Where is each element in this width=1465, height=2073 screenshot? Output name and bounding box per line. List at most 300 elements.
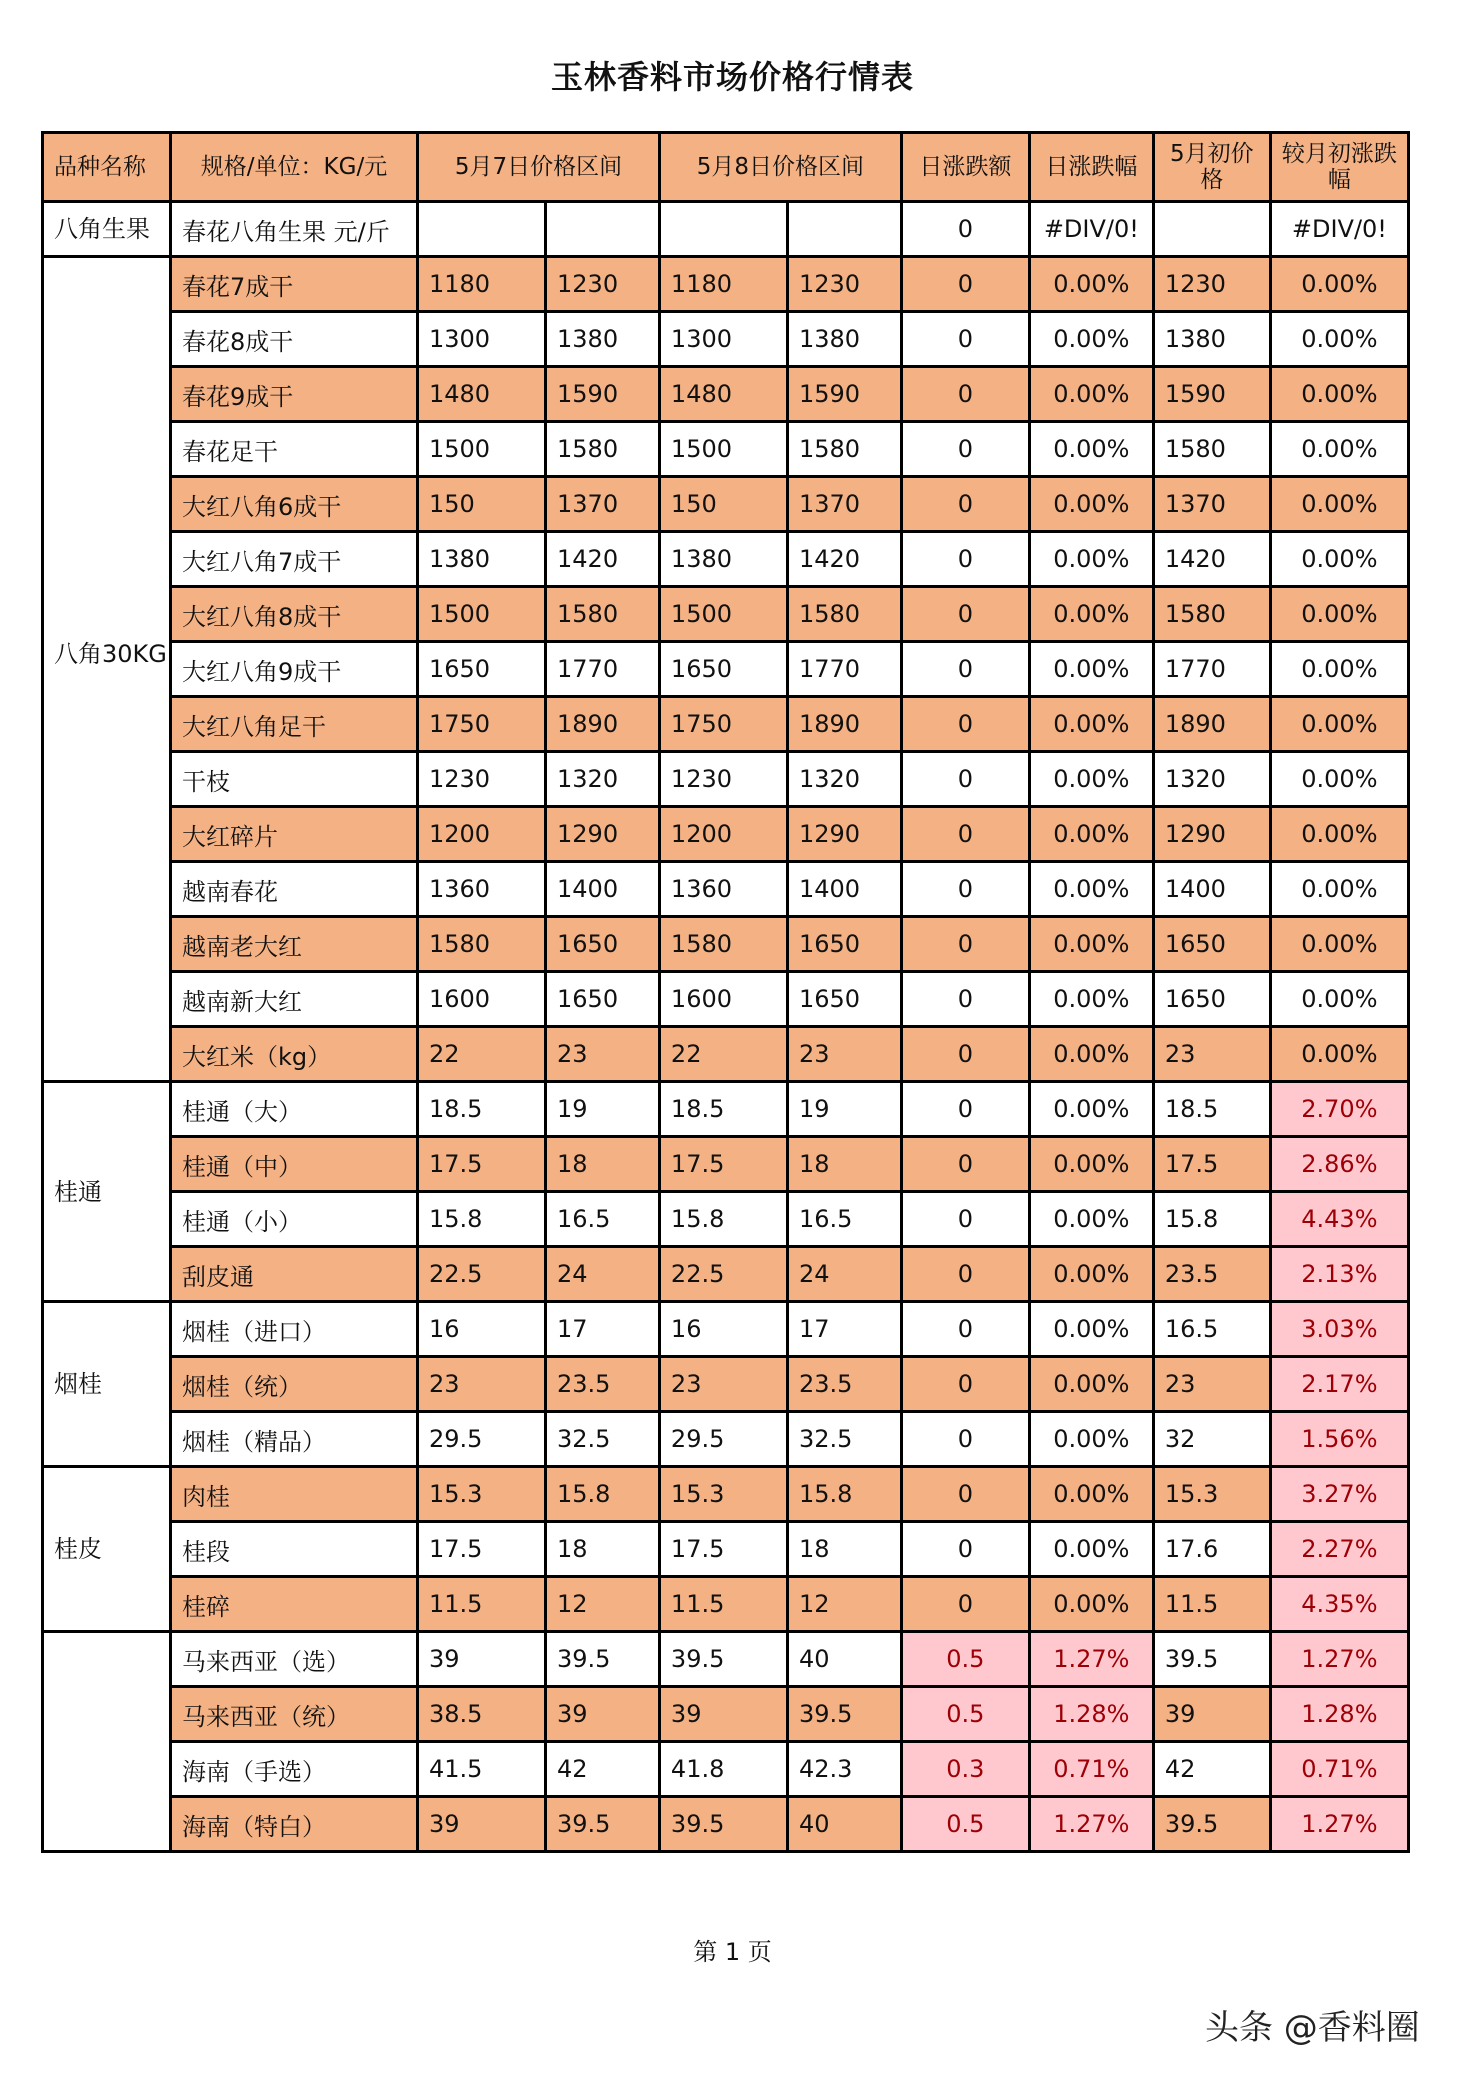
pct-cell: #DIV/0!: [1029, 202, 1153, 257]
table-row: [43, 312, 1409, 367]
vs-start-cell: 0.00%: [1270, 1027, 1408, 1082]
price-cell: 18: [546, 1522, 660, 1577]
spec-cell: 肉桂: [171, 1467, 418, 1522]
pct-cell: 0.00%: [1029, 1467, 1153, 1522]
price-cell: 19: [787, 1082, 901, 1137]
price-cell: 1890: [787, 697, 901, 752]
change-cell: 0: [901, 1467, 1029, 1522]
price-cell: 1500: [659, 422, 787, 477]
price-table: [41, 131, 1410, 1853]
change-cell: 0: [901, 587, 1029, 642]
price-cell: 17.5: [659, 1522, 787, 1577]
change-cell: 0: [901, 257, 1029, 312]
vs-start-cell: 2.70%: [1270, 1082, 1408, 1137]
start-price-cell: 1580: [1153, 422, 1270, 477]
price-cell: 39: [659, 1687, 787, 1742]
change-cell: 0: [901, 1412, 1029, 1467]
pct-cell: 0.00%: [1029, 257, 1153, 312]
price-cell: 1290: [546, 807, 660, 862]
price-cell: 15.8: [659, 1192, 787, 1247]
change-cell: 0.5: [901, 1797, 1029, 1852]
spec-cell: 越南老大红: [171, 917, 418, 972]
vs-start-cell: 0.00%: [1270, 972, 1408, 1027]
start-price-cell: 1420: [1153, 532, 1270, 587]
vs-start-cell: 3.27%: [1270, 1467, 1408, 1522]
change-cell: 0: [901, 1522, 1029, 1577]
table-row: [43, 642, 1409, 697]
change-cell: 0: [901, 477, 1029, 532]
price-cell: 15.3: [659, 1467, 787, 1522]
spec-cell: 春花9成干: [171, 367, 418, 422]
price-cell: 29.5: [659, 1412, 787, 1467]
start-price-cell: 1290: [1153, 807, 1270, 862]
table-row: [43, 1027, 1409, 1082]
vs-start-cell: 2.86%: [1270, 1137, 1408, 1192]
change-cell: 0: [901, 1357, 1029, 1412]
pct-cell: 0.00%: [1029, 697, 1153, 752]
price-cell: 1360: [659, 862, 787, 917]
change-cell: 0: [901, 1027, 1029, 1082]
price-cell: 1370: [787, 477, 901, 532]
price-cell: 39.5: [546, 1632, 660, 1687]
price-cell: 23: [418, 1357, 546, 1412]
header-variety: 品种名称: [43, 133, 171, 202]
price-cell: 16: [418, 1302, 546, 1357]
price-cell: 18: [787, 1522, 901, 1577]
start-price-cell: 1400: [1153, 862, 1270, 917]
price-cell: 1180: [659, 257, 787, 312]
spec-cell: 大红米（kg）: [171, 1027, 418, 1082]
change-cell: 0: [901, 917, 1029, 972]
price-cell: 12: [787, 1577, 901, 1632]
header-vs-may-start: 较月初涨跌幅: [1270, 133, 1408, 202]
price-cell: 23.5: [787, 1357, 901, 1412]
pct-cell: 0.00%: [1029, 422, 1153, 477]
start-price-cell: 1890: [1153, 697, 1270, 752]
start-price-cell: 1320: [1153, 752, 1270, 807]
table-row: [43, 367, 1409, 422]
category-cell: 桂通: [43, 1082, 171, 1302]
header-daily-pct: 日涨跌幅: [1029, 133, 1153, 202]
spec-cell: 大红八角9成干: [171, 642, 418, 697]
price-cell: 1600: [418, 972, 546, 1027]
spec-cell: 大红八角足干: [171, 697, 418, 752]
start-price-cell: [1153, 202, 1270, 257]
header-may7: 5月7日价格区间: [418, 133, 660, 202]
table-row: [43, 477, 1409, 532]
vs-start-cell: 0.00%: [1270, 587, 1408, 642]
change-cell: 0: [901, 312, 1029, 367]
change-cell: 0: [901, 1082, 1029, 1137]
spec-cell: 越南春花: [171, 862, 418, 917]
change-cell: 0.3: [901, 1742, 1029, 1797]
start-price-cell: 42: [1153, 1742, 1270, 1797]
start-price-cell: 39: [1153, 1687, 1270, 1742]
vs-start-cell: 0.71%: [1270, 1742, 1408, 1797]
table-row: [43, 1247, 1409, 1302]
page-title: 玉林香料市场价格行情表: [550, 58, 914, 96]
change-cell: 0: [901, 1577, 1029, 1632]
price-cell: 39.5: [787, 1687, 901, 1742]
pct-cell: 0.00%: [1029, 532, 1153, 587]
price-cell: 17: [787, 1302, 901, 1357]
pct-cell: 0.00%: [1029, 1522, 1153, 1577]
pct-cell: 0.00%: [1029, 807, 1153, 862]
price-cell: 1400: [787, 862, 901, 917]
price-cell: 1580: [659, 917, 787, 972]
start-price-cell: 32: [1153, 1412, 1270, 1467]
price-cell: 150: [418, 477, 546, 532]
watermark: 头条 @香料圈: [1205, 2008, 1420, 2048]
price-cell: 19: [546, 1082, 660, 1137]
pct-cell: 0.00%: [1029, 312, 1153, 367]
price-cell: 24: [787, 1247, 901, 1302]
price-cell: 39: [418, 1632, 546, 1687]
start-price-cell: 17.5: [1153, 1137, 1270, 1192]
vs-start-cell: 0.00%: [1270, 312, 1408, 367]
price-cell: 1380: [418, 532, 546, 587]
price-cell: 41.5: [418, 1742, 546, 1797]
price-cell: [546, 202, 660, 257]
table-row: [43, 1522, 1409, 1577]
price-cell: 1300: [418, 312, 546, 367]
vs-start-cell: 1.56%: [1270, 1412, 1408, 1467]
table-row: [43, 257, 1409, 312]
vs-start-cell: 0.00%: [1270, 642, 1408, 697]
header-daily-change: 日涨跌额: [901, 133, 1029, 202]
price-cell: 15.8: [418, 1192, 546, 1247]
start-price-cell: 1590: [1153, 367, 1270, 422]
price-cell: 16.5: [546, 1192, 660, 1247]
start-price-cell: 1580: [1153, 587, 1270, 642]
vs-start-cell: 0.00%: [1270, 917, 1408, 972]
price-cell: 39: [546, 1687, 660, 1742]
table-row: [43, 1687, 1409, 1742]
price-cell: 12: [546, 1577, 660, 1632]
price-cell: 1200: [659, 807, 787, 862]
price-cell: 1650: [546, 972, 660, 1027]
pct-cell: 0.71%: [1029, 1742, 1153, 1797]
price-cell: 42.3: [787, 1742, 901, 1797]
start-price-cell: 11.5: [1153, 1577, 1270, 1632]
spec-cell: 大红碎片: [171, 807, 418, 862]
start-price-cell: 1380: [1153, 312, 1270, 367]
price-cell: 1420: [546, 532, 660, 587]
table-row: [43, 1192, 1409, 1247]
pct-cell: 1.27%: [1029, 1632, 1153, 1687]
spec-cell: 桂通（小）: [171, 1192, 418, 1247]
price-cell: 1230: [787, 257, 901, 312]
price-cell: 1500: [418, 422, 546, 477]
vs-start-cell: 0.00%: [1270, 752, 1408, 807]
change-cell: 0: [901, 697, 1029, 752]
price-cell: 22: [418, 1027, 546, 1082]
price-cell: 1320: [546, 752, 660, 807]
start-price-cell: 23: [1153, 1027, 1270, 1082]
price-cell: 1750: [659, 697, 787, 752]
price-cell: 39: [418, 1797, 546, 1852]
spec-cell: 马来西亚（统）: [171, 1687, 418, 1742]
table-row: [43, 202, 1409, 257]
table-row: [43, 1082, 1409, 1137]
price-cell: 17: [546, 1302, 660, 1357]
price-cell: 39.5: [659, 1797, 787, 1852]
price-cell: 1230: [659, 752, 787, 807]
table-row: [43, 862, 1409, 917]
price-cell: 41.8: [659, 1742, 787, 1797]
change-cell: 0: [901, 972, 1029, 1027]
vs-start-cell: #DIV/0!: [1270, 202, 1408, 257]
price-cell: 1180: [418, 257, 546, 312]
spec-cell: 海南（手选）: [171, 1742, 418, 1797]
spec-cell: 桂碎: [171, 1577, 418, 1632]
price-cell: 11.5: [659, 1577, 787, 1632]
change-cell: 0.5: [901, 1632, 1029, 1687]
price-cell: 18: [546, 1137, 660, 1192]
category-cell: 烟桂: [43, 1302, 171, 1467]
category-cell: 桂皮: [43, 1467, 171, 1632]
change-cell: 0.5: [901, 1687, 1029, 1742]
table-row: [43, 697, 1409, 752]
start-price-cell: 15.8: [1153, 1192, 1270, 1247]
table-row: [43, 1137, 1409, 1192]
price-cell: 18.5: [418, 1082, 546, 1137]
vs-start-cell: 2.17%: [1270, 1357, 1408, 1412]
price-cell: 39.5: [546, 1797, 660, 1852]
page-number: 第 1 页: [693, 1938, 772, 1966]
vs-start-cell: 4.35%: [1270, 1577, 1408, 1632]
price-cell: 1300: [659, 312, 787, 367]
price-cell: 22: [659, 1027, 787, 1082]
spec-cell: 桂通（大）: [171, 1082, 418, 1137]
start-price-cell: 39.5: [1153, 1797, 1270, 1852]
table-row: [43, 972, 1409, 1027]
table-row: [43, 532, 1409, 587]
price-cell: 40: [787, 1797, 901, 1852]
table-row: [43, 1632, 1409, 1687]
price-cell: 18.5: [659, 1082, 787, 1137]
vs-start-cell: 0.00%: [1270, 257, 1408, 312]
pct-cell: 0.00%: [1029, 862, 1153, 917]
pct-cell: 0.00%: [1029, 1027, 1153, 1082]
price-cell: 1500: [418, 587, 546, 642]
price-cell: 17.5: [418, 1522, 546, 1577]
price-cell: 1650: [787, 917, 901, 972]
price-cell: 1770: [546, 642, 660, 697]
category-cell: 八角生果: [43, 202, 171, 257]
price-cell: 15.3: [418, 1467, 546, 1522]
price-cell: 23: [546, 1027, 660, 1082]
spec-cell: 春花7成干: [171, 257, 418, 312]
start-price-cell: 1370: [1153, 477, 1270, 532]
price-cell: 1480: [659, 367, 787, 422]
price-cell: 1580: [787, 587, 901, 642]
pct-cell: 0.00%: [1029, 477, 1153, 532]
pct-cell: 0.00%: [1029, 1137, 1153, 1192]
change-cell: 0: [901, 752, 1029, 807]
spec-cell: 大红八角6成干: [171, 477, 418, 532]
table-row: [43, 422, 1409, 477]
start-price-cell: 23: [1153, 1357, 1270, 1412]
price-cell: 1750: [418, 697, 546, 752]
change-cell: 0: [901, 367, 1029, 422]
table-row: [43, 1302, 1409, 1357]
price-cell: 1370: [546, 477, 660, 532]
spec-cell: 烟桂（统）: [171, 1357, 418, 1412]
header-may8: 5月8日价格区间: [659, 133, 901, 202]
pct-cell: 0.00%: [1029, 367, 1153, 422]
price-cell: 24: [546, 1247, 660, 1302]
change-cell: 0: [901, 532, 1029, 587]
start-price-cell: 18.5: [1153, 1082, 1270, 1137]
spec-cell: 桂段: [171, 1522, 418, 1577]
spec-cell: 春花8成干: [171, 312, 418, 367]
pct-cell: 0.00%: [1029, 587, 1153, 642]
price-cell: 1650: [546, 917, 660, 972]
pct-cell: 0.00%: [1029, 1302, 1153, 1357]
start-price-cell: 39.5: [1153, 1632, 1270, 1687]
change-cell: 0: [901, 642, 1029, 697]
price-cell: 42: [546, 1742, 660, 1797]
price-cell: 1770: [787, 642, 901, 697]
start-price-cell: 16.5: [1153, 1302, 1270, 1357]
price-cell: 23: [659, 1357, 787, 1412]
price-cell: 1200: [418, 807, 546, 862]
vs-start-cell: 1.27%: [1270, 1797, 1408, 1852]
pct-cell: 0.00%: [1029, 1577, 1153, 1632]
price-cell: 15.8: [787, 1467, 901, 1522]
start-price-cell: 23.5: [1153, 1247, 1270, 1302]
price-cell: 1580: [418, 917, 546, 972]
table-row: [43, 587, 1409, 642]
change-cell: 0: [901, 1137, 1029, 1192]
price-cell: [418, 202, 546, 257]
spec-cell: 大红八角7成干: [171, 532, 418, 587]
price-cell: 1580: [787, 422, 901, 477]
vs-start-cell: 0.00%: [1270, 862, 1408, 917]
pct-cell: 0.00%: [1029, 1357, 1153, 1412]
vs-start-cell: 0.00%: [1270, 532, 1408, 587]
spec-cell: 越南新大红: [171, 972, 418, 1027]
start-price-cell: 17.6: [1153, 1522, 1270, 1577]
table-row: [43, 917, 1409, 972]
vs-start-cell: 2.27%: [1270, 1522, 1408, 1577]
change-cell: 0: [901, 1247, 1029, 1302]
start-price-cell: 15.3: [1153, 1467, 1270, 1522]
price-cell: 1230: [418, 752, 546, 807]
price-cell: 40: [787, 1632, 901, 1687]
price-cell: 1580: [546, 587, 660, 642]
price-cell: 17.5: [659, 1137, 787, 1192]
price-cell: 32.5: [546, 1412, 660, 1467]
pct-cell: 0.00%: [1029, 1412, 1153, 1467]
change-cell: 0: [901, 202, 1029, 257]
price-cell: 1580: [546, 422, 660, 477]
start-price-cell: 1650: [1153, 972, 1270, 1027]
pct-cell: 0.00%: [1029, 1247, 1153, 1302]
price-cell: 32.5: [787, 1412, 901, 1467]
table-row: [43, 752, 1409, 807]
price-cell: 16: [659, 1302, 787, 1357]
vs-start-cell: 0.00%: [1270, 367, 1408, 422]
vs-start-cell: 4.43%: [1270, 1192, 1408, 1247]
header-row: [43, 133, 1409, 202]
price-cell: 1380: [659, 532, 787, 587]
price-cell: 15.8: [546, 1467, 660, 1522]
price-cell: 1500: [659, 587, 787, 642]
change-cell: 0: [901, 862, 1029, 917]
pct-cell: 1.28%: [1029, 1687, 1153, 1742]
price-cell: 39.5: [659, 1632, 787, 1687]
vs-start-cell: 2.13%: [1270, 1247, 1408, 1302]
price-cell: 1890: [546, 697, 660, 752]
spec-cell: 干枝: [171, 752, 418, 807]
spec-cell: 刮皮通: [171, 1247, 418, 1302]
table-row: [43, 1467, 1409, 1522]
table-row: [43, 1577, 1409, 1632]
price-cell: 11.5: [418, 1577, 546, 1632]
price-cell: 17.5: [418, 1137, 546, 1192]
price-cell: 1380: [546, 312, 660, 367]
price-cell: 1320: [787, 752, 901, 807]
header-spec: 规格/单位：KG/元: [171, 133, 418, 202]
change-cell: 0: [901, 807, 1029, 862]
price-cell: 16.5: [787, 1192, 901, 1247]
vs-start-cell: 1.27%: [1270, 1632, 1408, 1687]
spec-cell: 春花足干: [171, 422, 418, 477]
start-price-cell: 1230: [1153, 257, 1270, 312]
start-price-cell: 1770: [1153, 642, 1270, 697]
pct-cell: 0.00%: [1029, 1192, 1153, 1247]
spec-cell: 马来西亚（选）: [171, 1632, 418, 1687]
spec-cell: 海南（特白）: [171, 1797, 418, 1852]
price-cell: 22.5: [418, 1247, 546, 1302]
pct-cell: 0.00%: [1029, 752, 1153, 807]
price-cell: 1590: [787, 367, 901, 422]
pct-cell: 0.00%: [1029, 972, 1153, 1027]
vs-start-cell: 0.00%: [1270, 697, 1408, 752]
vs-start-cell: 0.00%: [1270, 807, 1408, 862]
price-cell: 1290: [787, 807, 901, 862]
table-row: [43, 1797, 1409, 1852]
price-cell: [659, 202, 787, 257]
change-cell: 0: [901, 1302, 1029, 1357]
vs-start-cell: 1.28%: [1270, 1687, 1408, 1742]
pct-cell: 0.00%: [1029, 1082, 1153, 1137]
header-may-start: 5月初价格: [1153, 133, 1270, 202]
vs-start-cell: 0.00%: [1270, 477, 1408, 532]
price-cell: 23: [787, 1027, 901, 1082]
category-cell: 八角30KG: [43, 257, 171, 1082]
price-cell: 1360: [418, 862, 546, 917]
price-cell: 29.5: [418, 1412, 546, 1467]
start-price-cell: 1650: [1153, 917, 1270, 972]
price-cell: 1650: [787, 972, 901, 1027]
price-cell: 1400: [546, 862, 660, 917]
spec-cell: 大红八角8成干: [171, 587, 418, 642]
change-cell: 0: [901, 422, 1029, 477]
price-cell: 22.5: [659, 1247, 787, 1302]
price-cell: 150: [659, 477, 787, 532]
table-row: [43, 1357, 1409, 1412]
table-row: [43, 807, 1409, 862]
price-cell: 1230: [546, 257, 660, 312]
price-cell: 1650: [418, 642, 546, 697]
spec-cell: 烟桂（进口）: [171, 1302, 418, 1357]
vs-start-cell: 0.00%: [1270, 422, 1408, 477]
pct-cell: 0.00%: [1029, 917, 1153, 972]
price-cell: 1600: [659, 972, 787, 1027]
